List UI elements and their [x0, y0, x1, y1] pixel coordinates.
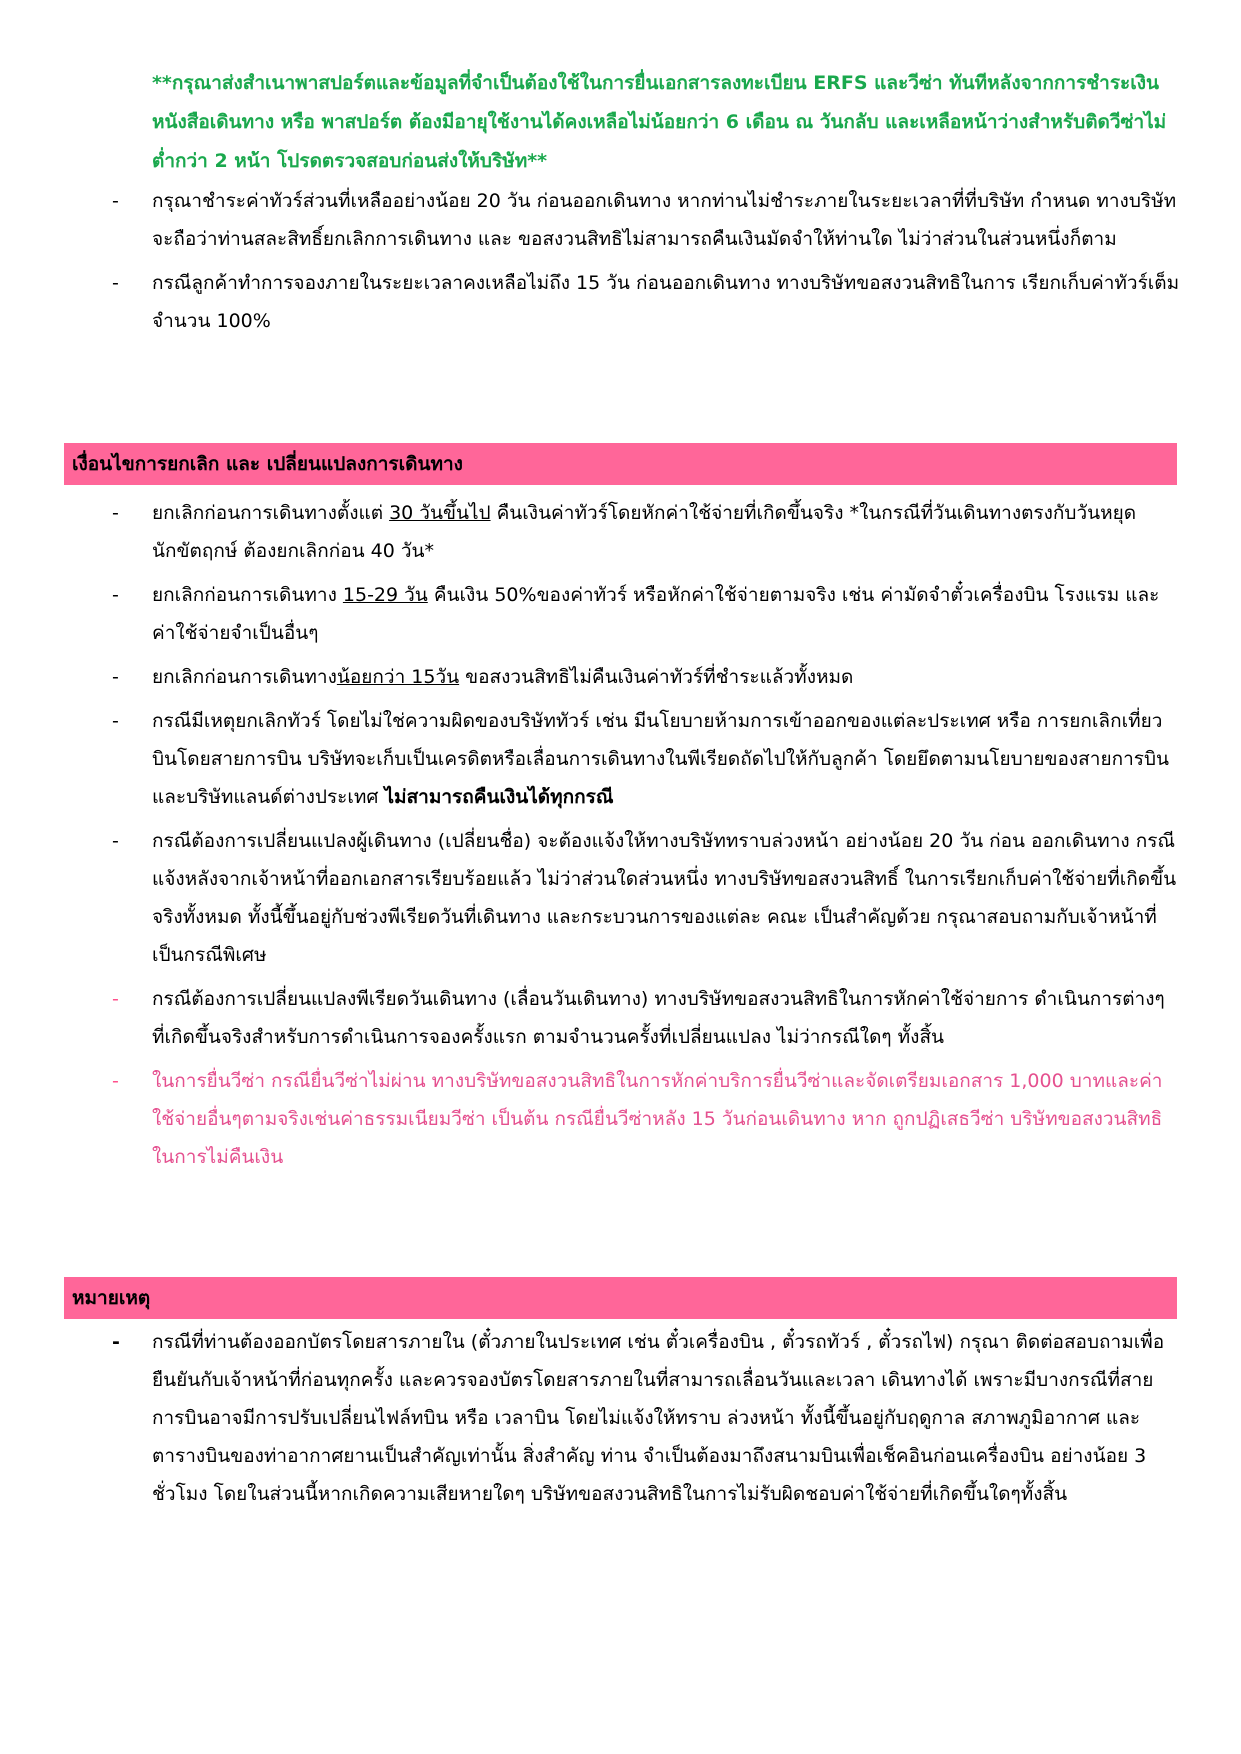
cancellation-section-header: เงื่อนไขการยกเลิก และ เปลี่ยนแปลงการเดินทาง — [64, 443, 1177, 485]
list-item — [0, 702, 1182, 816]
list-item-text: คืนเงินค่าทัวร์โดยหักค่าใช้จ่ายที่เกิดขึ้นจริง *ในกรณีที่วันเดินทางตรงกับวันหยุดนักขัตฤกษ์ ต้องยกเลิกก่อน 40 วัน* — [152, 502, 1137, 562]
list-item — [0, 822, 1182, 974]
payment-conditions-list — [0, 182, 1241, 346]
bullet-dash: - — [112, 272, 119, 294]
list-item-text: ยกเลิกก่อนการเดินทางตั้งแต่ — [152, 502, 390, 524]
passport-notice: **กรุณาส่งสำเนาพาสปอร์ตและข้อมูลที่จำเป็นต้องใช้ในการยื่นเอกสารลงทะเบียน ERFS และวีซ่า ทันทีหลังจากการชำระเงิน หนังสือเดินทาง หรือ พาสปอร์ต ต้องมีอายุใช้งานได้คงเหลือไม่น้อยกว่า 6 เดือน ณ วันกลับ และเหลือหน้าว่างสำหรับติดวีซ่าไม่ต่ำกว่า 2 หน้า โปรดตรวจสอบก่อนส่งให้บริษัท** — [152, 72, 1167, 172]
list-item — [0, 264, 1182, 340]
list-item-text: กรณีต้องการเปลี่ยนแปลงผู้เดินทาง (เปลี่ยนชื่อ) จะต้องแจ้งให้ทางบริษัททราบล่วงหน้า อย่างน้อย 20 วัน ก่อน ออกเดินทาง กรณีแจ้งหลังจากเจ้าหน้าที่ออกเอกสารเรียบร้อยแล้ว ไม่ว่าส่วนใดส่วนหนึ่ง ทางบริษัทขอสงวนสิทธิ์ ในการเรียกเก็บค่าใช้จ่ายที่เกิดขึ้นจริงทั้งหมด ทั้งนี้ขึ้นอยู่กับช่วงพีเรียดวันที่เดินทาง และกระบวนการของแต่ละ คณะ เป็นสำคัญด้วย กรุณาสอบถามกับเจ้าหน้าที่เป็นกรณีพิเศษ — [152, 830, 1177, 966]
bullet-dash: - — [112, 710, 119, 732]
cancellation-list — [0, 494, 1241, 1182]
list-item-text: ยกเลิกก่อนการเดินทาง — [152, 666, 337, 688]
list-item-text: กรณีมีเหตุยกเลิกทัวร์ โดยไม่ใช่ความผิดของบริษัททัวร์ เช่น มีนโยบายห้ามการเข้าออกของแต่ละประเทศ หรือ การยกเลิกเที่ยวบินโดยสายการบิน บริษัทจะเก็บเป็นเครดิตหรือเลื่อนการเดินทางในพีเรียดถัดไปให้กับลูกค้า โดยยึดตามนโยบายของสายการบินและบริษัทแลนด์ต่างประเทศ — [152, 710, 1170, 808]
bullet-dash: - — [112, 502, 119, 524]
bullet-dash: - — [112, 190, 119, 212]
list-item — [0, 494, 1182, 570]
underlined-period: 15-29 วัน — [342, 584, 428, 606]
list-item-text: กรณีลูกค้าทำการจองภายในระยะเวลาคงเหลือไม่ถึง 15 วัน ก่อนออกเดินทาง ทางบริษัทขอสงวนสิทธิในการ เรียกเก็บค่าทัวร์เต็มจำนวน 100% — [152, 272, 1180, 332]
visa-notice-text: ในการยื่นวีซ่า กรณียื่นวีซ่าไม่ผ่าน ทางบริษัทขอสงวนสิทธิในการหักค่าบริการยื่นวีซ่าและจัดเตรียมเอกสาร 1,000 บาทและค่าใช้จ่ายอื่นๆตามจริงเช่นค่าธรรมเนียมวีซ่า เป็นต้น กรณียื่นวีซ่าหลัง 15 วันก่อนเดินทาง หาก ถูกปฏิเสธวีซ่า บริษัทขอสงวนสิทธิในการไม่คืนเงิน — [152, 1070, 1163, 1168]
underlined-period: 30 วันขึ้นไป — [389, 502, 491, 524]
list-item-text: กรณีต้องการเปลี่ยนแปลงพีเรียดวันเดินทาง (เลื่อนวันเดินทาง) ทางบริษัทขอสงวนสิทธิในการหักค่าใช้จ่ายการ ดำเนินการต่างๆ ที่เกิดขึ้นจริงสำหรับการดำเนินการจองครั้งแรก ตามจำนวนครั้งที่เปลี่ยนแปลง ไม่ว่ากรณีใดๆ ทั้งสิ้น — [152, 988, 1165, 1048]
bullet-dash: - — [112, 1070, 119, 1092]
list-item — [0, 1062, 1182, 1176]
list-item-text: คืนเงิน 50%ของค่าทัวร์ หรือหักค่าใช้จ่ายตามจริง เช่น ค่ามัดจำตั๋วเครื่องบิน โรงแรม และค่าใช้จ่ายจำเป็นอื่นๆ — [152, 584, 1160, 644]
list-item — [0, 576, 1182, 652]
bullet-dash: - — [112, 666, 119, 688]
notes-section-header: หมายเหตุ — [64, 1277, 1177, 1319]
bullet-dash: - — [112, 988, 119, 1010]
list-item — [0, 980, 1182, 1056]
list-item-text: กรณีที่ท่านต้องออกบัตรโดยสารภายใน (ตั๋วภายในประเทศ เช่น ตั๋วเครื่องบิน , ตั๋วรถทัวร์ , ตั๋วรถไฟ) กรุณา ติดต่อสอบถามเพื่อยืนยันกับเจ้าหน้าที่ก่อนทุกครั้ง และควรจองบัตรโดยสารภายในที่สามารถเลื่อนวันและเวลา เดินทางได้ เพราะมีบางกรณีที่สายการบินอาจมีการปรับเปลี่ยนไฟล์ทบิน หรือ เวลาบิน โดยไม่แจ้งให้ทราบ ล่วงหน้า ทั้งนี้ขึ้นอยู่กับฤดูกาล สภาพภูมิอากาศ และ ตารางบินของท่าอากาศยานเป็นสำคัญเท่านั้น สิ่งสำคัญ ท่าน จำเป็นต้องมาถึงสนามบินเพื่อเช็คอินก่อนเครื่องบิน อย่างน้อย 3 ชั่วโมง โดยในส่วนนี้หากเกิดความเสียหายใดๆ บริษัทขอสงวนสิทธิในการไม่รับผิดชอบค่าใช้จ่ายที่เกิดขึ้นใดๆทั้งสิ้น — [152, 1331, 1165, 1505]
bullet-dash: - — [112, 584, 119, 606]
list-item-text: กรุณาชำระค่าทัวร์ส่วนที่เหลืออย่างน้อย 20 วัน ก่อนออกเดินทาง หากท่านไม่ชำระภายในระยะเวลาที่ที่บริษัท กำหนด ทางบริษัทจะถือว่าท่านสละสิทธิ์ยกเลิกการเดินทาง และ ขอสงวนสิทธิไม่สามารถคืนเงินมัดจำให้ท่านใด ไม่ว่าส่วนในส่วนหนึ่งก็ตาม — [152, 190, 1177, 250]
bullet-dash: - — [112, 830, 119, 852]
notes-list — [0, 1323, 1241, 1519]
underlined-period: น้อยกว่า 15วัน — [336, 666, 460, 688]
no-refund-emphasis: ไม่สามารถคืนเงินได้ทุกกรณี — [384, 786, 614, 808]
bullet-dash: - — [112, 1331, 120, 1353]
list-item — [0, 182, 1182, 258]
list-item-text: ขอสงวนสิทธิไม่คืนเงินค่าทัวร์ที่ชำระแล้วทั้งหมด — [459, 666, 854, 688]
list-item-text: ยกเลิกก่อนการเดินทาง — [152, 584, 343, 606]
list-item — [0, 658, 1182, 696]
list-item — [0, 1323, 1182, 1513]
